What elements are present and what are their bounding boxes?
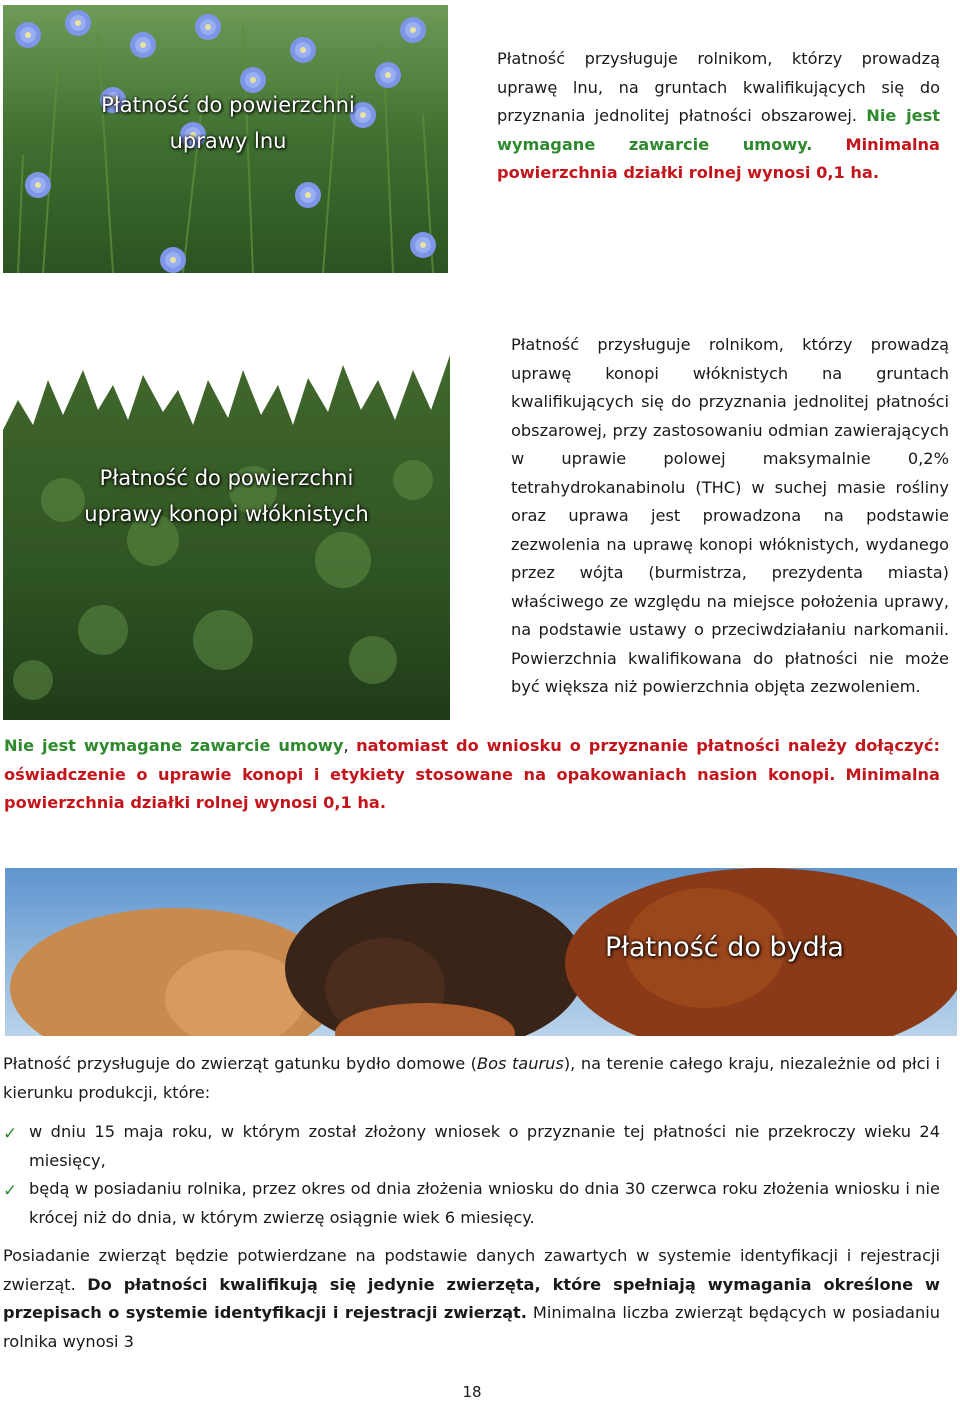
cattle-footer-bold: Do płatności kwalifikują się jedynie zwierzęta, które spełniają wymagania określone w przepisach o systemie identyfikacji i rejestracji zwierząt. <box>3 1274 940 1322</box>
flax-min-area-note: Minimalna powierzchnia działki rolnej wynosi 0,1 ha. <box>497 134 940 182</box>
hemp-attachment-note: natomiast do wniosku o przyznanie płatności należy dołączyć: oświadczenie o uprawie konopi i etykiety stosowane na opakowaniach nasion konopi. <box>4 736 940 784</box>
checkmark-icon: ✓ <box>3 1181 18 1201</box>
hemp-description: Płatność przysługuje rolnikom, którzy prowadzą uprawę konopi włóknistych na gruntach kwalifikujących się do przyznania jednolitej płatności obszarowej, przy zastosowaniu odmian zawierających w uprawie polowej maksymalnie 0,2% tetrahydrokanabinolu (THC) w suchej masie rośliny oraz uprawa jest prowadzona na podstawie zezwolenia na uprawę konopi włóknistych, wydanego przez wójta (burmistrza, prezydenta miasta) właściwego ze względu na miejsce położenia uprawy, na podstawie ustawy o przeciwdziałaniu narkomanii. Powierzchnia kwalifikowana do płatności nie może być większa niż powierzchnia objęta zezwoleniem. <box>511 335 949 696</box>
flax-description <box>497 45 940 188</box>
list-item <box>3 1175 940 1232</box>
cattle-photo <box>5 868 957 1036</box>
flax-photo-title: Płatność do powierzchni uprawy lnu <box>101 93 355 153</box>
cattle-species-latin: Bos taurus <box>477 1054 564 1073</box>
list-item <box>3 1118 940 1175</box>
flax-eligibility-text: Płatność przysługuje rolnikom, którzy prowadzą uprawę lnu, na gruntach kwalifikujących się do przyznania jednolitej płatności obszarowej. <box>497 49 940 125</box>
hemp-no-contract-note: Nie jest wymagane zawarcie umowy <box>4 736 344 755</box>
cattle-photo-title: Płatność do bydła <box>605 932 844 963</box>
cattle-intro <box>3 1050 940 1107</box>
flax-no-contract-note: Nie jest wymagane zawarcie umowy. <box>497 106 940 154</box>
hemp-requirements-note <box>4 732 940 818</box>
cattle-footer <box>3 1242 940 1356</box>
checkmark-icon: ✓ <box>3 1124 18 1144</box>
hemp-photo-title <box>3 460 450 532</box>
cattle-footer-start: Posiadanie zwierząt będzie potwierdzane na podstawie danych zawartych w systemie identyfikacji i rejestracji zwierząt. <box>3 1246 940 1294</box>
flax-field-photo <box>3 5 448 273</box>
condition-text: będą w posiadaniu rolnika, przez okres od dnia złożenia wniosku do dnia 30 czerwca roku złożenia wniosku i nie krócej niż do dnia, w którym zwierzę osiągnie wiek 6 miesięcy. <box>29 1179 940 1227</box>
condition-text: w dniu 15 maja roku, w którym został złożony wniosek o przyznanie tej płatności nie przekroczy wieku 24 miesięcy, <box>29 1122 940 1170</box>
hemp-photo-title-line1: Płatność do powierzchni <box>99 466 354 490</box>
cattle-intro-start: Płatność przysługuje do zwierząt gatunku bydło domowe ( <box>3 1054 477 1073</box>
hemp-min-area-note: Minimalna powierzchnia działki rolnej wynosi 0,1 ha. <box>4 764 940 812</box>
hemp-note-comma: , <box>343 736 349 755</box>
cattle-intro-end: ), na terenie całego kraju, niezależnie od płci i kierunku produkcji, które: <box>3 1054 941 1102</box>
hemp-photo-title-line2: uprawy konopi włóknistych <box>84 502 369 526</box>
hemp-field-photo <box>3 340 450 720</box>
cattle-footer-end: Minimalna liczba zwierząt będących w posiadaniu rolnika wynosi 3 <box>3 1303 940 1351</box>
cattle-conditions-list <box>3 1118 940 1232</box>
page-number: 18 <box>462 1383 482 1401</box>
